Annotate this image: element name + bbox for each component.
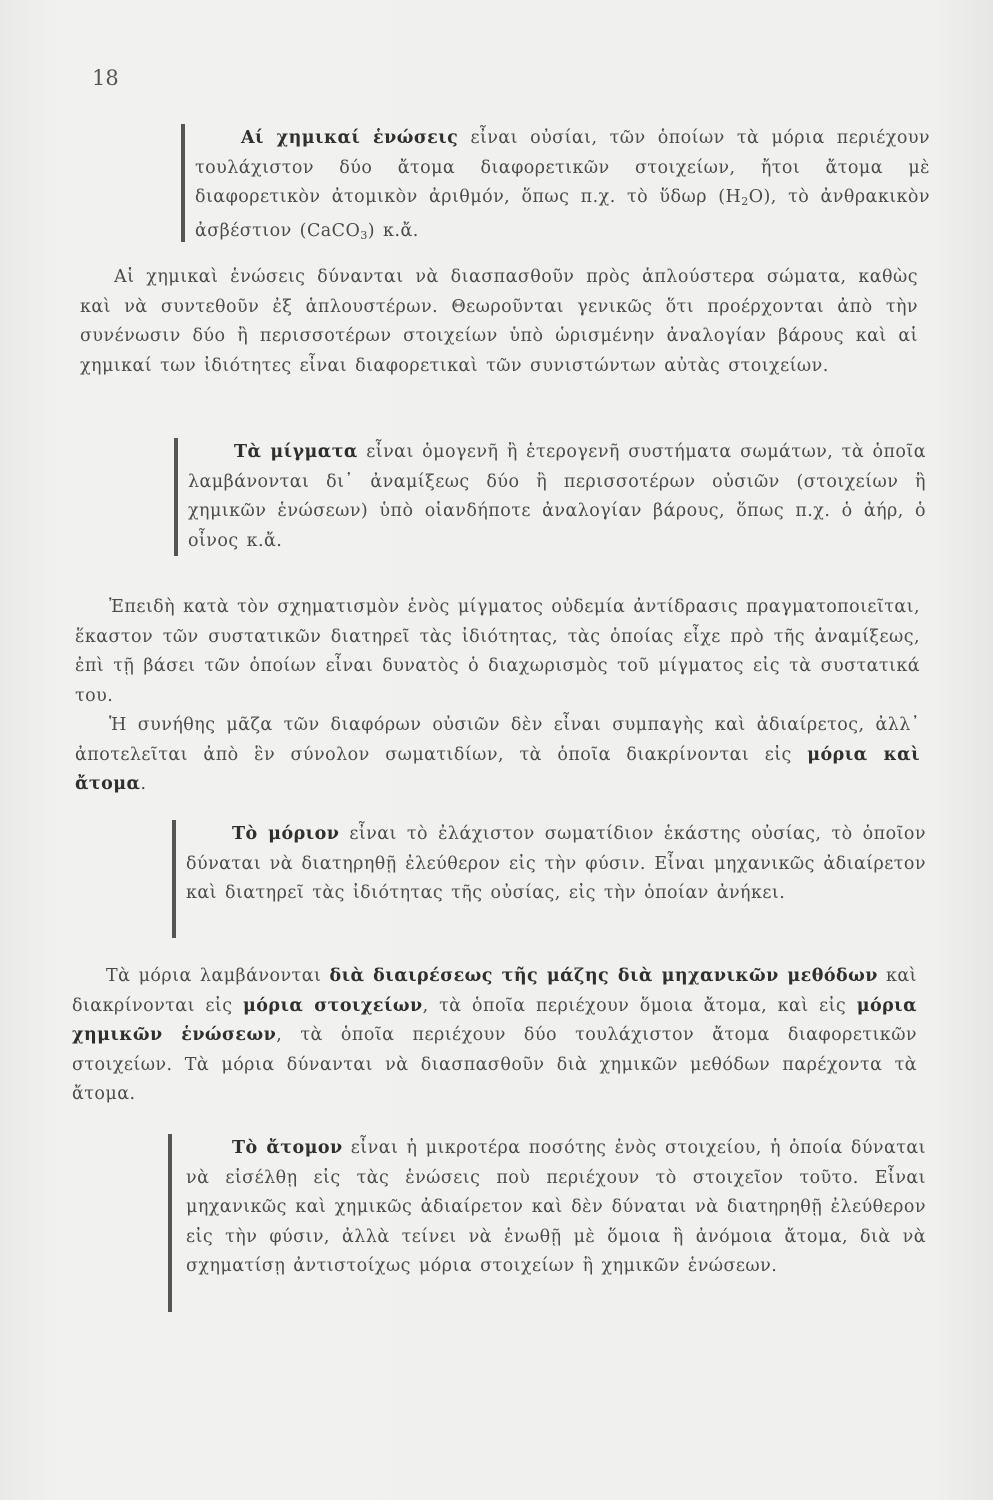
term-atom: Τὸ ἄτομον [232,1138,343,1158]
paragraph-mass-text: Ἡ συνήθης μᾶζα τῶν διαφόρων οὐσιῶν δὲν εἶναι συμπαγὴς καὶ ἀδιαίρετος, ἀλλ᾽ ἀποτελεῖται ἀπὸ ἓν σύνολον σωματιδίων, τὰ ὁποῖα διακρίνονται εἰς μόρια καὶ ἄτομα. [75,715,921,794]
definition-atom [168,1134,926,1312]
page-number: 18 [92,66,119,90]
paragraph-compounds-text: Αἱ χημικαὶ ἑνώσεις δύνανται νὰ διασπασθοῦν πρὸς ἁπλούστερα σώματα, καθὼς καὶ νὰ συντεθοῦν ἐξ ἁπλουστέρων. Θεωροῦνται γενικῶς ὅτι προέρχονται ἀπὸ τὴν συνένωσιν δύο ἢ περισσοτέρων στοιχείων ὑπὸ ὡρισμένην ἀναλογίαν βάρους καὶ αἱ χημικαί των ἰδιότητες εἶναι διαφορετικαὶ τῶν συνιστώντων αὐτὰς στοιχείων. [80,267,918,376]
term-compounds: Αί χημικαί ἑνώσεις [241,128,459,148]
paragraph-molecules [72,962,917,1110]
paragraph-mixtures [75,593,920,800]
definition-mixtures [174,438,926,556]
term-molecule: Τὸ μόριον [232,824,340,844]
paragraph-compounds [80,263,918,381]
term-molecules-atoms: μόρια καὶ ἄτομα [75,744,921,794]
definition-molecule-text: Τὸ μόριον εἶναι τὸ ἐλάχιστον σωματίδιον ἑκάστης οὐσίας, τὸ ὁποῖον δύναται νὰ διατηρηθῇ ἐλεύθερον εἰς τὴν φύσιν. Εἶναι μηχανικῶς ἀδιαίρετον καὶ διατηρεῖ τὰς ἰδιότητας τῆς οὐσίας, εἰς τὴν ὁποίαν ἀνήκει. [186,824,926,903]
term-element-molecules: μόρια στοιχείων [242,995,423,1016]
definition-mixtures-text: Τὰ μίγματα εἶναι ὁμογενῆ ἢ ἑτερογενῆ συστήματα σωμάτων, τὰ ὁποῖα λαμβάνονται δι᾽ ἀναμίξεως δύο ἢ περισσοτέρων οὐσιῶν (στοιχείων ἢ χημικῶν ἑνώσεων) ὑπὸ οἱανδήποτε ἀναλογίαν βάρους, ὅπως π.χ. ὁ ἀήρ, ὁ οἶνος κ.ἄ. [188,442,926,551]
term-mechanical-division: διὰ διαιρέσεως τῆς μάζης διὰ μηχανικῶν μεθόδων [329,966,878,986]
term-mixtures: Τὰ μίγματα [234,442,358,462]
paragraph-molecules-text: Τὰ μόρια λαμβάνονται διὰ διαιρέσεως τῆς μάζης διὰ μηχανικῶν μεθόδων καὶ διακρίνονται εἰς μόρια στοιχείων, τὰ ὁποῖα περιέχουν ὅμοια ἄτομα, καὶ εἰς μόρια χημικῶν ἑνώσεων, τὰ ὁποῖα περιέχουν δύο τουλάχιστον ἄτομα διαφορετικῶν στοιχείων. Τὰ μόρια δύνανται νὰ διασπασθοῦν διὰ χημικῶν μεθόδων παρέχοντα τὰ ἄτομα. [72,966,917,1104]
term-compound-molecules: μόρια χημικῶν ἑνώσεων [72,995,917,1045]
definition-molecule [172,820,926,938]
definition-compounds [181,124,930,242]
definition-atom-text: Τὸ ἄτομον εἶναι ἡ μικροτέρα ποσότης ἑνὸς στοιχείου, ἡ ὁποία δύναται νὰ εἰσέλθῃ εἰς τὰς ἑνώσεις ποὺ περιέχουν τὸ στοιχεῖον τοῦτο. Εἶναι μηχανικῶς καὶ χημικῶς ἀδιαίρετον καὶ δὲν δύναται νὰ διατηρηθῇ ἐλεύθερον εἰς τὴν φύσιν, ἀλλὰ τείνει νὰ ἑνωθῇ μὲ ὅμοια ἢ ἀνόμοια ἄτομα, διὰ νὰ σχηματίσῃ ἀντιστοίχως μόρια στοιχείων ἢ χημικῶν ἑνώσεων. [186,1138,926,1276]
paragraph-mixtures-text: Ἐπειδὴ κατὰ τὸν σχηματισμὸν ἑνὸς μίγματος οὐδεμία ἀντίδρασις πραγματοποιεῖται, ἕκαστον τῶν συστατικῶν διατηρεῖ τὰς ἰδιότητας, τὰς ὁποίας εἶχε πρὸ τῆς ἀναμίξεως, ἐπὶ τῇ βάσει τῶν ὁποίων εἶναι δυνατὸς ὁ διαχωρισμὸς τοῦ μίγματος εἰς τὰ συστατικά του. [75,597,920,706]
definition-compounds-text: Αί χημικαί ἑνώσεις εἶναι οὐσίαι, τῶν ὁποίων τὰ μόρια περιέχουν τουλάχιστον δύο ἄτομα διαφορετικῶν στοιχείων, ἤτοι ἄτομα μὲ διαφορετικὸν ἀτομικὸν ἀριθμόν, ὅπως π.χ. τὸ ὕδωρ $(H_2O)$, τὸ ἀνθρακικὸν ἀσβέστιον (CaCO$_3$) κ.ἄ. [195,128,930,242]
